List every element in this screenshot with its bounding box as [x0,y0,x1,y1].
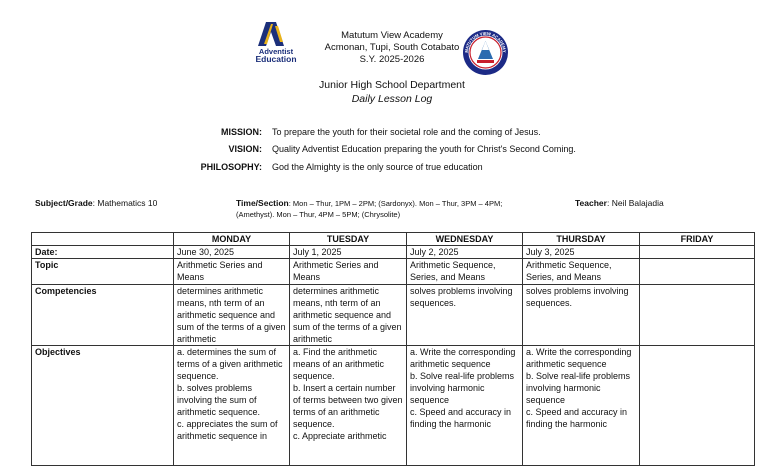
competencies-friday [640,285,755,346]
vision-text: Quality Adventist Education preparing the youth for Christ's Second Coming. [272,144,576,154]
date-tuesday: July 1, 2025 [290,246,407,259]
competencies-label: Competencies [32,285,174,346]
header-tuesday: TUESDAY [290,233,407,246]
objectives-label: Objectives [32,346,174,466]
date-row [32,246,755,259]
header-thursday: THURSDAY [523,233,640,246]
objectives-tuesday: a. Find the arithmetic means of an arithmetic sequence. b. Insert a certain number of terms between two given terms of an arithmetic sequence. c. Appreciate arithmetic [290,346,407,466]
academy-seal-logo [462,29,509,76]
subject-value: : Mathematics 10 [92,198,158,208]
department-heading [250,78,534,106]
objectives-thursday: a. Write the corresponding arithmetic sequence b. Solve real-life problems involving harmonic sequence c. Speed and accuracy in finding the harmonic [523,346,640,466]
topic-friday [640,259,755,285]
date-friday [640,246,755,259]
header-corner [32,233,174,246]
date-monday: June 30, 2025 [174,246,290,259]
school-info [300,30,484,66]
objectives-monday: a. determines the sum of terms of a given arithmetic sequence. b. solves problems involving the sum of arithmetic sequence. c. appreciates the sum of arithmetic sequence in [174,346,290,466]
table-header-row [32,233,755,246]
topic-tuesday: Arithmetic Series and Means [290,259,407,285]
vision-label: VISION: [228,144,262,154]
objectives-row [32,346,755,466]
svg-text:Adventist: Adventist [258,47,294,56]
teacher-label: Teacher [575,198,607,208]
topic-monday: Arithmetic Series and Means [174,259,290,285]
topic-row [32,259,755,285]
philosophy-statement [0,161,784,173]
svg-text:Education: Education [255,54,297,64]
time-section [236,198,556,220]
header-wednesday: WEDNESDAY [407,233,523,246]
teacher-info [575,198,664,209]
document-title: Daily Lesson Log [351,93,433,105]
time-value-line1: : Mon – Thur, 1PM – 2PM; (Sardonyx). Mon – Thur, 3PM – 4PM; [288,199,503,208]
department-name: Junior High School Department [319,79,465,91]
teacher-value: : Neil Balajadia [606,198,664,208]
competencies-wednesday: solves problems involving sequences. [407,285,523,346]
header-friday: FRIDAY [640,233,755,246]
competencies-thursday: solves problems involving sequences. [523,285,640,346]
date-label: Date: [32,246,174,259]
mission-label: MISSION: [220,127,262,137]
school-name: Matutum View Academy [341,30,443,41]
philosophy-text: God the Almighty is the only source of true education [272,162,483,172]
header-monday: MONDAY [174,233,290,246]
mission-text: To prepare the youth for their societal role and the coming of Jesus. [272,127,541,137]
philosophy-label: PHILOSOPHY: [200,162,262,172]
svg-text:MATUTUM VIEW ACADEMY: MATUTUM VIEW ACADEMY [463,30,508,53]
date-wednesday: July 2, 2025 [407,246,523,259]
objectives-friday [640,346,755,466]
competencies-monday: determines arithmetic means, nth term of an arithmetic sequence and sum of the terms of a given arithmetic [174,285,290,346]
school-address: Acmonan, Tupi, South Cotabato [324,42,460,53]
lesson-log-table [31,232,755,466]
topic-label: Topic [32,259,174,285]
topic-thursday: Arithmetic Sequence, Series, and Means [523,259,640,285]
subject-grade [35,198,157,209]
competencies-row [32,285,755,346]
competencies-tuesday: determines arithmetic means, nth term of an arithmetic sequence and sum of the terms of a given arithmetic [290,285,407,346]
date-thursday: July 3, 2025 [523,246,640,259]
mission-statement [0,126,784,138]
time-value-line2: (Amethyst). Mon – Thur, 4PM – 5PM; (Chrysolite) [236,210,401,219]
time-label: Time/Section [236,198,289,208]
vision-statement [0,143,784,155]
school-year: S.Y. 2025-2026 [359,54,425,65]
topic-wednesday: Arithmetic Sequence, Series, and Means [407,259,523,285]
subject-label: Subject/Grade [35,198,93,208]
objectives-wednesday: a. Write the corresponding arithmetic sequence b. Solve real-life problems involving harmonic sequence c. Speed and accuracy in finding the harmonic [407,346,523,466]
